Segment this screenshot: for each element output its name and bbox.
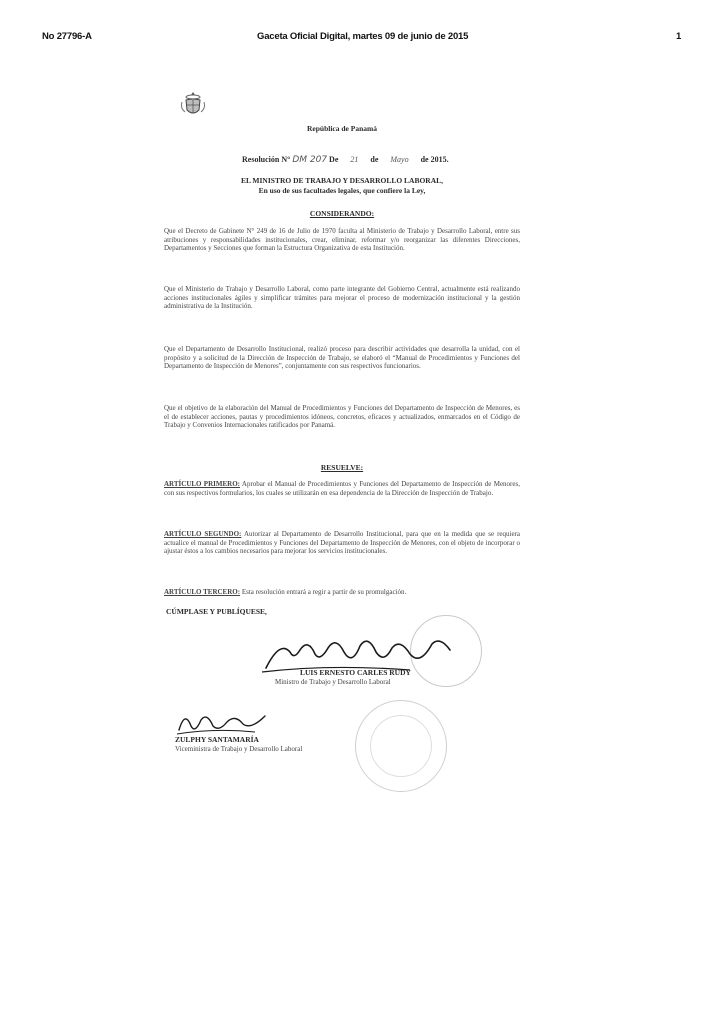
- resolution-line: Resolución N° DM 207 De 21 de Mayo de 2015.: [242, 155, 449, 165]
- header-gazette-date: Gaceta Oficial Digital, martes 09 de junio de 2015: [257, 31, 469, 42]
- header-page-number: 1: [676, 31, 682, 42]
- article-second-label: ARTÍCULO SEGUNDO:: [164, 530, 242, 538]
- closing-formula: CÚMPLASE Y PUBLÍQUESE,: [166, 607, 267, 616]
- issuing-authority: EL MINISTRO DE TRABAJO Y DESARROLLO LABORAL,: [240, 176, 444, 185]
- country-name: República de Panamá: [306, 124, 377, 133]
- signer-one-name: LUIS ERNESTO CARLES RUDY: [300, 668, 411, 677]
- article-first-text: Aprobar el Manual de Procedimientos y Funciones del Departamento de Inspección de Menores, con sus respectivos formularios, los cuales se utilizarán en esa dependencia de la Dirección de Inspección de Trabajo.: [164, 480, 520, 497]
- considerando-heading: CONSIDERANDO:: [309, 209, 375, 218]
- resolution-month-handwritten: Mayo: [390, 155, 409, 164]
- article-first: [164, 480, 520, 497]
- signer-two-title: Viceministra de Trabajo y Desarrollo Laboral: [175, 745, 303, 753]
- coat-of-arms-icon: [178, 90, 208, 118]
- signer-two-name: ZULPHY SANTAMARÍA: [175, 735, 259, 744]
- resolution-number-handwritten: DM 207: [292, 155, 328, 165]
- article-second-text: Autorizar al Departamento de Desarrollo Institucional, para que en la medida que se requiera actualice el manual de Procedimientos y Funciones del Departamento de Inspección de Menores, con el objeto de incorporar o ajustar éstos a los cambios necesarios para mejorar los servicios institucionales.: [164, 530, 521, 556]
- considerando-paragraph-2: Que el Ministerio de Trabajo y Desarrollo Laboral, como parte integrante del Gobierno Central, actualmente está realizando acciones institucionales ágiles y simplificar trámites para mejorar el proceso de modernización institucional y la gestión administrativa de la Institución.: [164, 285, 520, 311]
- article-first-label: ARTÍCULO PRIMERO:: [164, 480, 240, 488]
- considerando-paragraph-1: Que el Decreto de Gabinete N° 249 de 16 de Julio de 1970 faculta al Ministerio de Trabajo y Desarrollo Laboral, entre sus atribuciones y responsabilidades institucionales, crear, eliminar, reformar y/o reorganizar las diferentes Direcciones, Departamentos y Secciones que forman la Estructura Organizativa de esta Institución.: [164, 227, 520, 253]
- article-third-text: Esta resolución entrará a regir a partir de su promulgación.: [240, 588, 407, 596]
- header-issue-number: No 27796-A: [42, 31, 92, 42]
- resuelve-heading: RESUELVE:: [320, 463, 364, 472]
- article-third: [164, 588, 520, 597]
- resolution-day-handwritten: 21: [350, 155, 359, 164]
- signer-one-title: Ministro de Trabajo y Desarrollo Laboral: [275, 678, 391, 686]
- article-third-label: ARTÍCULO TERCERO:: [164, 588, 241, 596]
- article-second: [164, 530, 520, 556]
- legal-powers: En uso de sus facultades legales, que confiere la Ley,: [258, 186, 426, 195]
- considerando-paragraph-3: Que el Departamento de Desarrollo Institucional, realizó proceso para describir actividades que desarrolla la unidad, con el propósito y a solicitud de la Dirección de Inspección de Trabajo, se elaboró el “Manual de Procedimientos y Funciones del Departamento de Inspección de Menores”, conjuntamente con sus respectivos funcionarios.: [164, 345, 520, 371]
- considerando-paragraph-4: Que el objetivo de la elaboración del Manual de Procedimientos y Funciones del Departamento de Inspección de Menores, es el de establecer acciones, pautas y procedimientos idóneos, concretos, eficaces y actualizados, enmarcados en el Código de Trabajo y Convenios Internacionales ratificados por Panamá.: [164, 404, 520, 430]
- official-stamp-icon: [355, 700, 447, 792]
- vice-minister-signature-icon: [175, 708, 270, 738]
